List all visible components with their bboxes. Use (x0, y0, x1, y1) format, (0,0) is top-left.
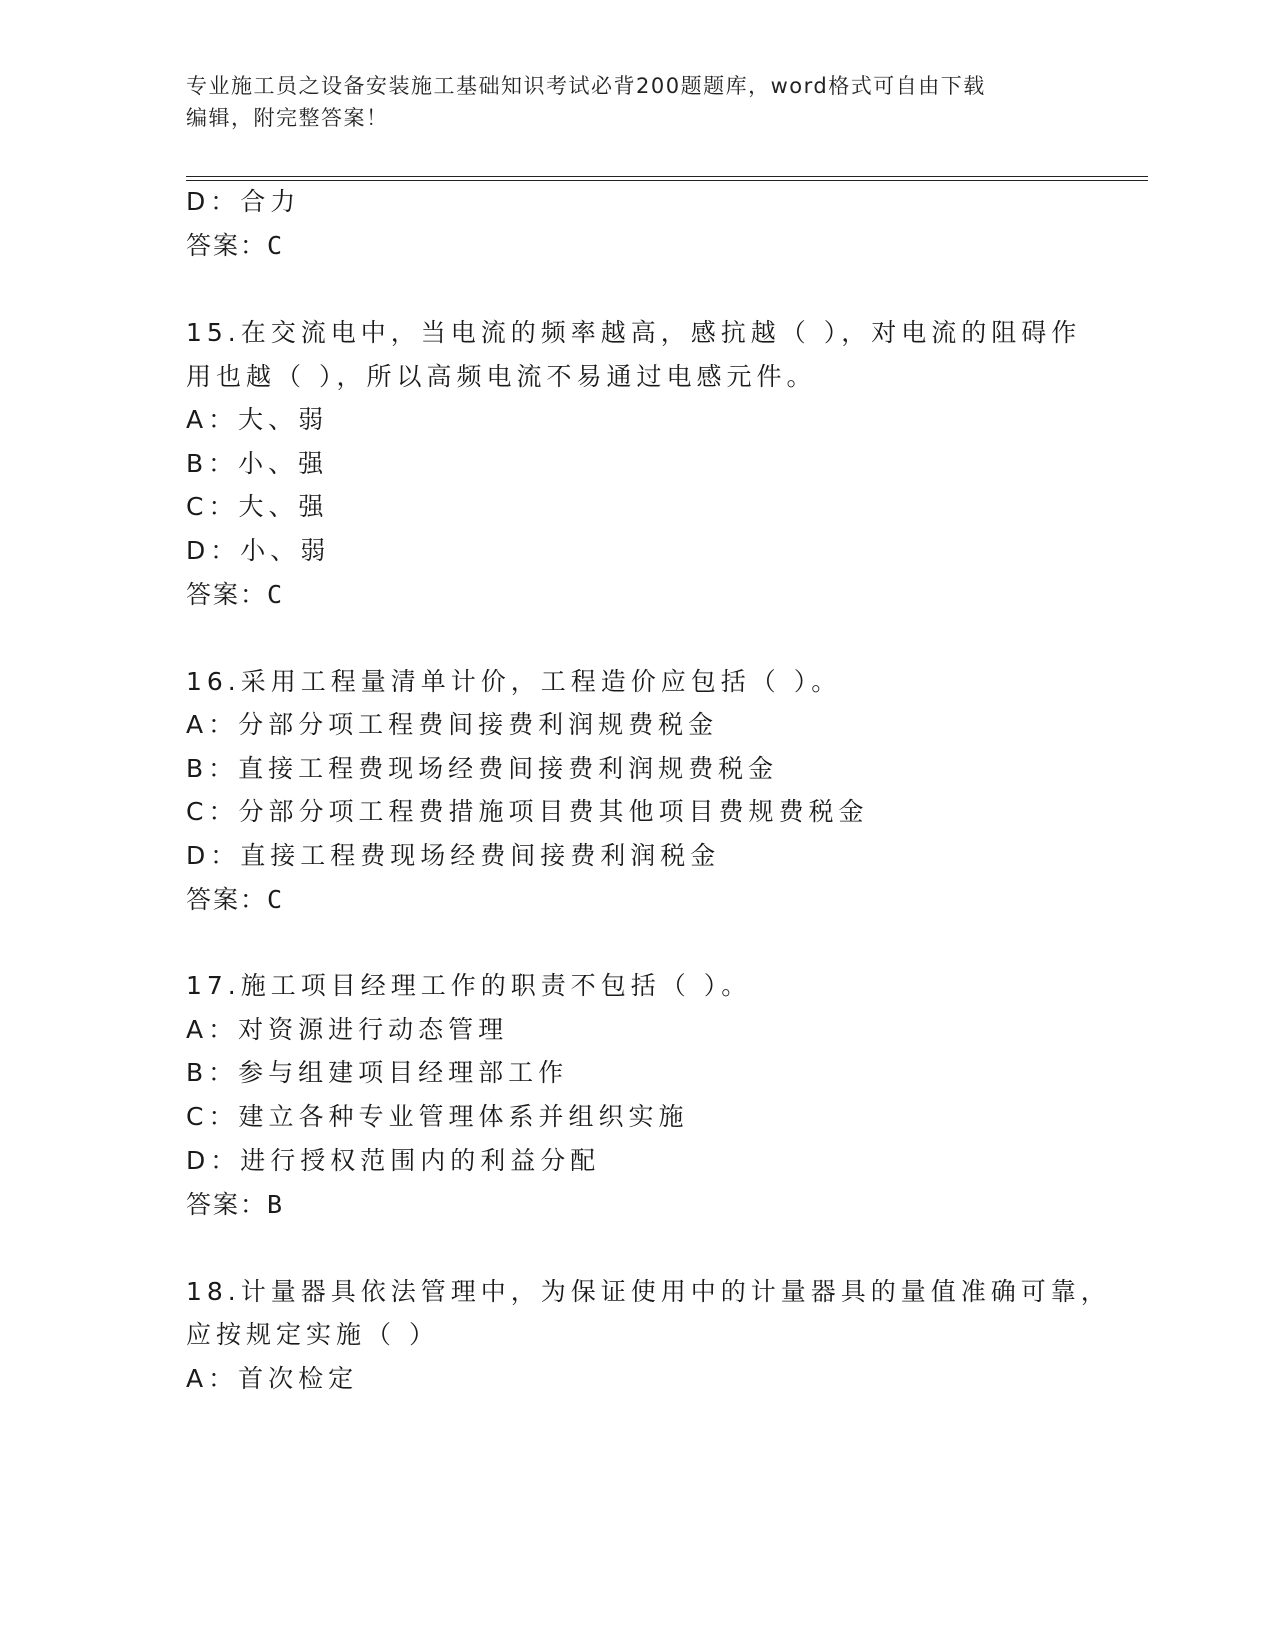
q16-answer: 答案：C (186, 885, 283, 914)
q18-stem-line-2: 应按规定实施（ ） (186, 1320, 439, 1349)
q17-option-c: C：建立各种专业管理体系并组织实施 (186, 1102, 689, 1131)
q15-stem-line-2: 用也越（ ），所以高频电流不易通过电感元件。 (186, 362, 817, 391)
document-header (186, 70, 1086, 134)
header-title-line-2: 编辑，附完整答案！ (186, 106, 389, 130)
q15-stem-line-1: 15.在交流电中，当电流的频率越高，感抗越（ ），对电流的阻碍作 (186, 318, 1082, 347)
q17-option-b: B：参与组建项目经理部工作 (186, 1058, 569, 1087)
q15-option-b: B：小、强 (186, 449, 329, 478)
q18-option-a: A：首次检定 (186, 1364, 359, 1393)
q17-option-d: D：进行授权范围内的利益分配 (186, 1146, 601, 1175)
header-title-line-1: 专业施工员之设备安装施工基础知识考试必背200题题库，word格式可自由下载 (186, 74, 986, 98)
q14-answer: 答案：C (186, 231, 283, 260)
q15-option-a: A：大、弱 (186, 405, 329, 434)
q18-stem-line-1: 18.计量器具依法管理中，为保证使用中的计量器具的量值准确可靠， (186, 1277, 1111, 1306)
q16-stem: 16.采用工程量清单计价，工程造价应包括（ ）。 (186, 667, 842, 696)
q14-answer-value: C (267, 231, 283, 260)
q16-option-b: B：直接工程费现场经费间接费利润规费税金 (186, 754, 779, 783)
q16-option-a: A：分部分项工程费间接费利润规费税金 (186, 710, 719, 739)
q17-option-a: A：对资源进行动态管理 (186, 1015, 509, 1044)
q17-answer: 答案：B (186, 1190, 283, 1219)
q14-option-d: D：合力 (186, 187, 301, 216)
q16-option-d: D：直接工程费现场经费间接费利润税金 (186, 841, 721, 870)
header-divider (186, 176, 1148, 181)
q16-option-c: C：分部分项工程费措施项目费其他项目费规费税金 (186, 797, 869, 826)
q17-answer-value: B (267, 1190, 283, 1219)
q15-answer-value: C (267, 580, 283, 609)
q15-answer: 答案：C (186, 580, 283, 609)
q16-answer-value: C (267, 885, 283, 914)
q17-stem: 17.施工项目经理工作的职责不包括（ ）。 (186, 971, 752, 1000)
q15-option-c: C：大、强 (186, 492, 329, 521)
q15-option-d: D：小、弱 (186, 536, 331, 565)
